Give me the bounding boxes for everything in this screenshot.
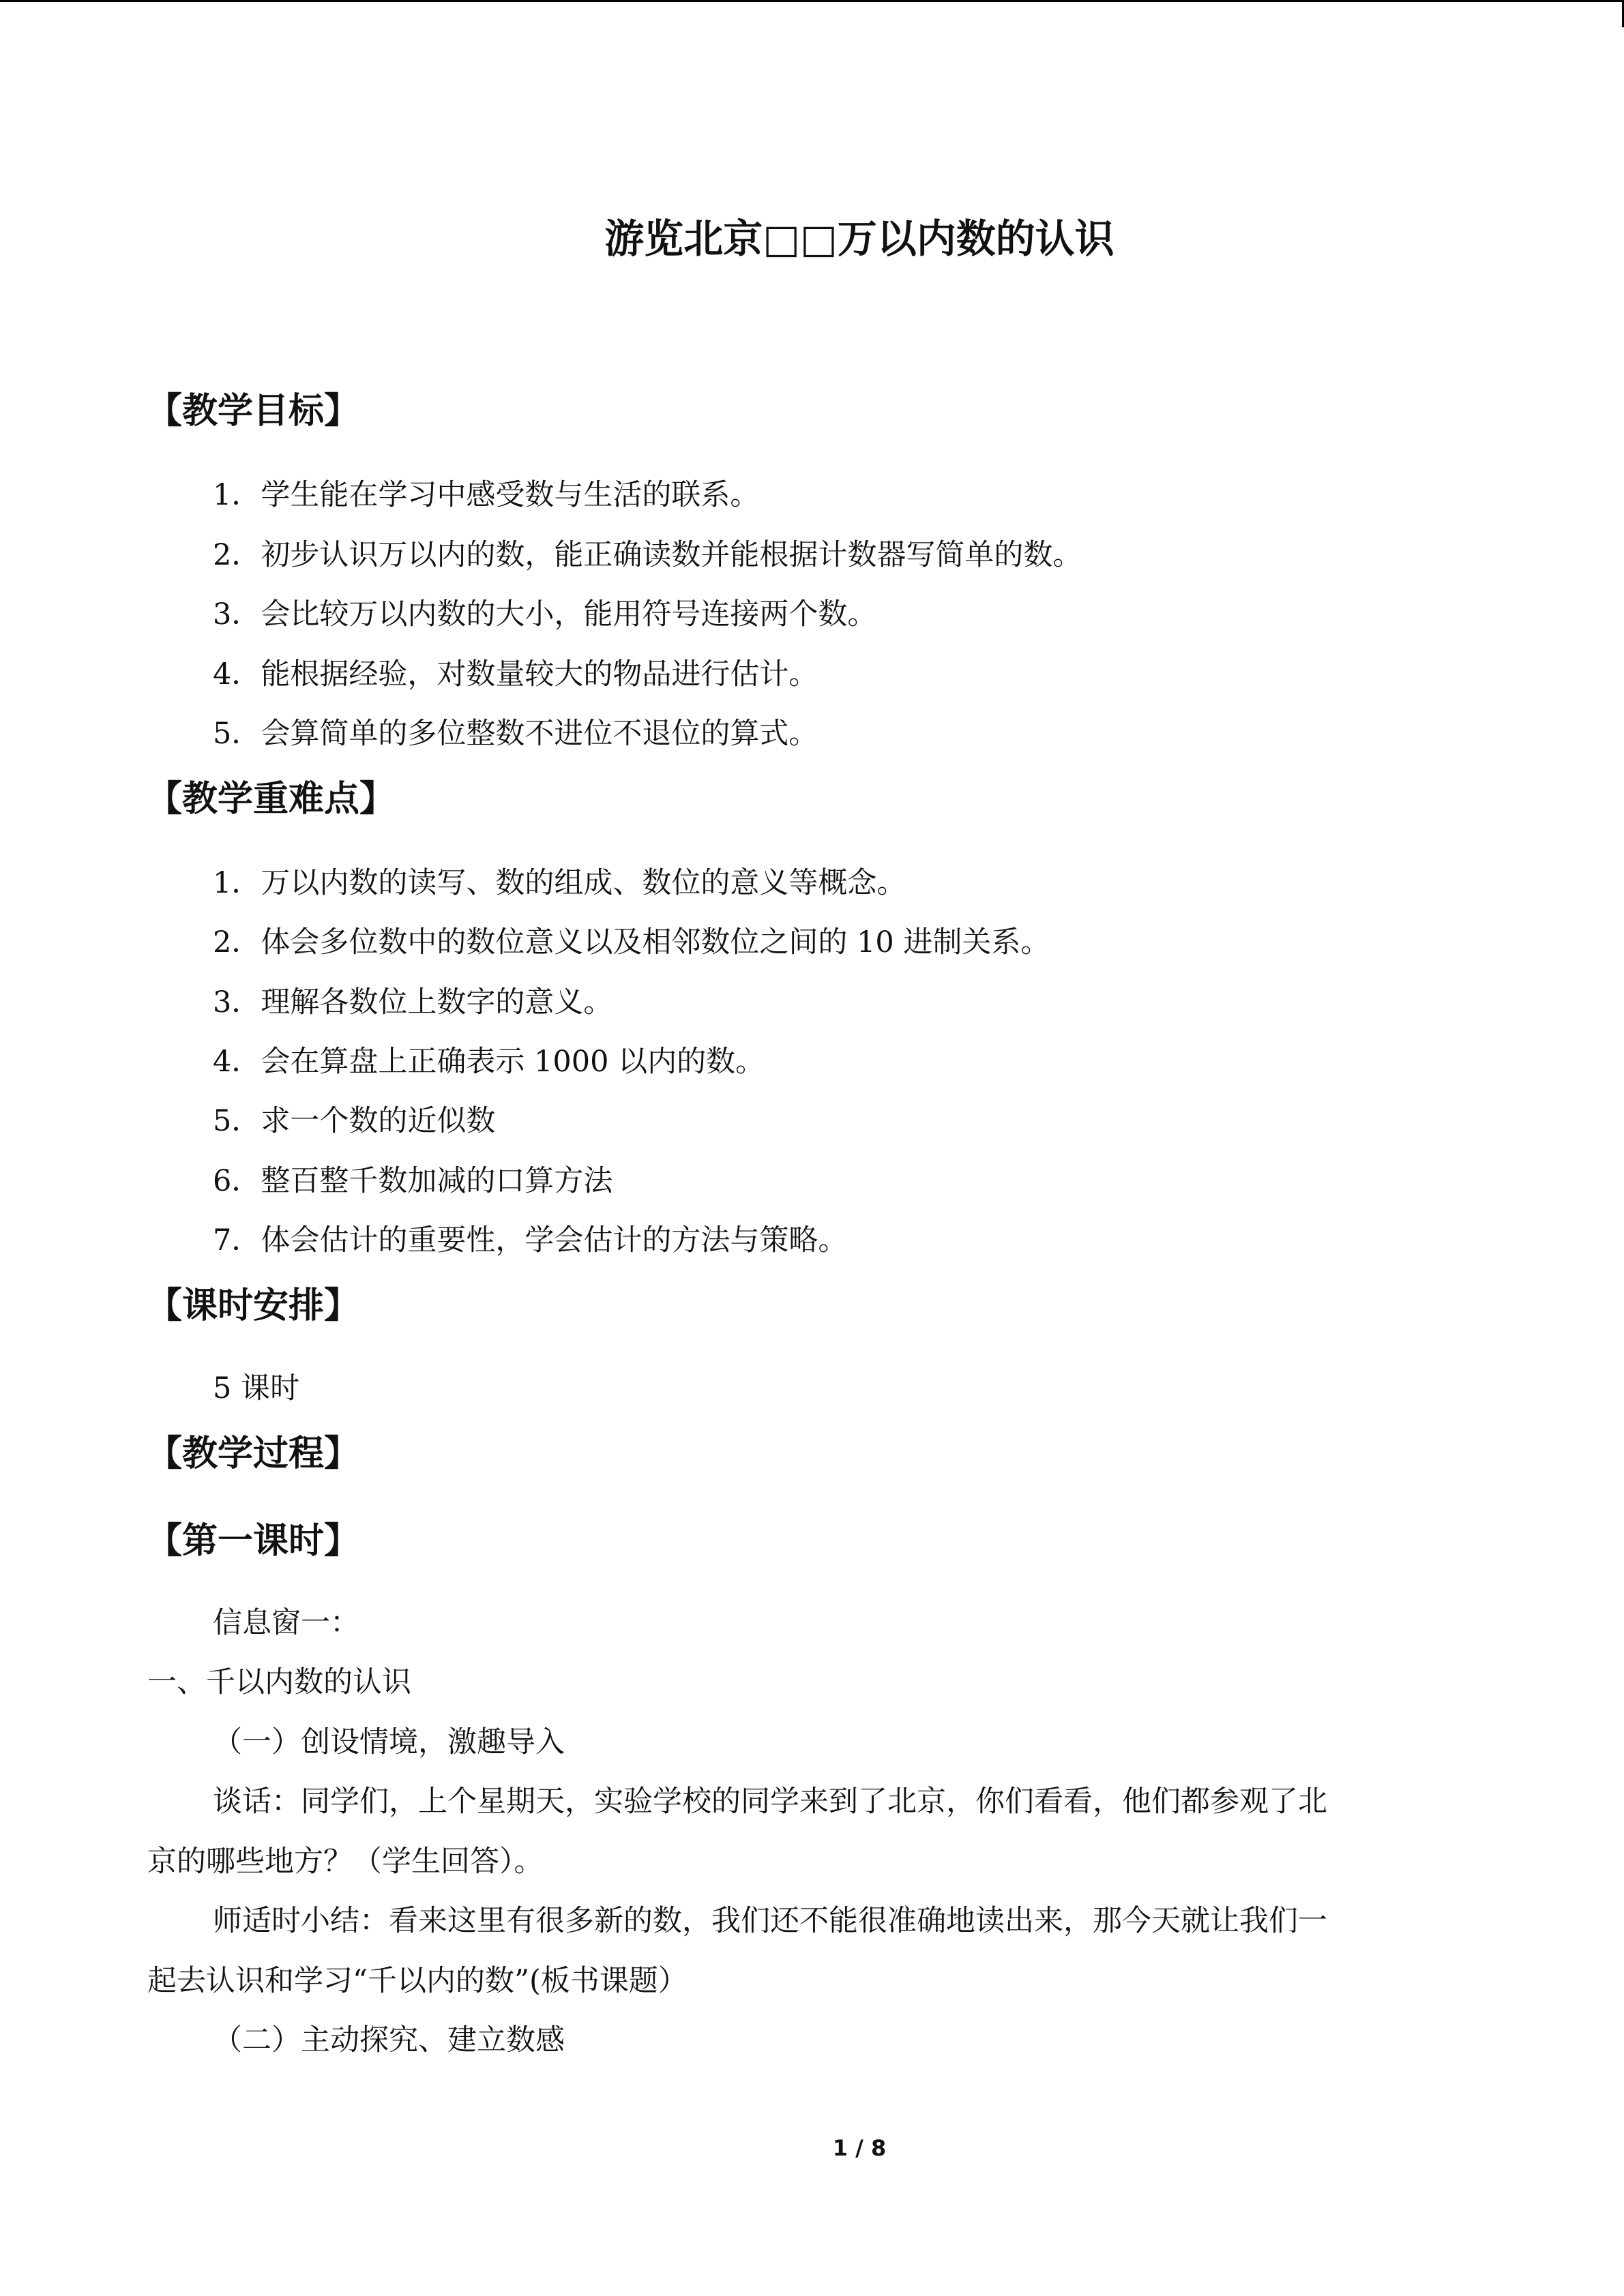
goal-item: 5．会算简单的多位整数不进位不退位的算式。 <box>213 717 818 751</box>
key-point-item: 5．求一个数的近似数 <box>213 1104 496 1138</box>
goal-item: 1．学生能在学习中感受数与生活的联系。 <box>213 478 760 512</box>
heading-lesson-one: 【第一课时】 <box>147 1521 360 1562</box>
lesson-line: （二）主动探究、建立数感 <box>213 2023 565 2057</box>
page-title: 游览北京□□万以内数的认识 <box>604 215 1114 262</box>
lesson-line: （一）创设情境，激趣导入 <box>213 1725 565 1759</box>
lesson-line: 谈话：同学们，上个星期天，实验学校的同学来到了北京，你们看看，他们都参观了北 <box>213 1785 1327 1819</box>
goal-item: 4．能根据经验，对数量较大的物品进行估计。 <box>213 657 818 691</box>
heading-key-points: 【教学重难点】 <box>147 779 396 820</box>
key-point-item: 1．万以内数的读写、数的组成、数位的意义等概念。 <box>213 866 906 900</box>
lesson-line: 起去认识和学习“千以内的数”(板书课题） <box>147 1964 688 1998</box>
key-point-item: 4．会在算盘上正确表示 1000 以内的数。 <box>213 1045 765 1079</box>
heading-teaching-goals: 【教学目标】 <box>147 391 360 432</box>
goal-item: 2．初步认识万以内的数，能正确读数并能根据计数器写简单的数。 <box>213 538 1082 572</box>
heading-schedule: 【课时安排】 <box>147 1285 360 1326</box>
lesson-line: 京的哪些地方？（学生回答）。 <box>147 1845 544 1879</box>
key-point-item: 3．理解各数位上数字的意义。 <box>213 985 613 1019</box>
lesson-line: 一、千以内数的认识 <box>147 1665 411 1699</box>
key-point-item: 7．体会估计的重要性，学会估计的方法与策略。 <box>213 1223 848 1257</box>
key-point-item: 2．体会多位数中的数位意义以及相邻数位之间的 10 进制关系。 <box>213 925 1050 959</box>
goal-item: 3．会比较万以内数的大小，能用符号连接两个数。 <box>213 597 877 631</box>
heading-process: 【教学过程】 <box>147 1433 360 1474</box>
lesson-line: 信息窗一： <box>213 1606 359 1640</box>
page-number: 1 / 8 <box>832 2135 887 2161</box>
page-top-rule <box>0 0 1624 2</box>
schedule-text: 5 课时 <box>213 1371 300 1405</box>
lesson-line: 师适时小结：看来这里有很多新的数，我们还不能很准确地读出来，那今天就让我们一 <box>213 1904 1327 1938</box>
key-point-item: 6．整百整千数加减的口算方法 <box>213 1164 613 1198</box>
